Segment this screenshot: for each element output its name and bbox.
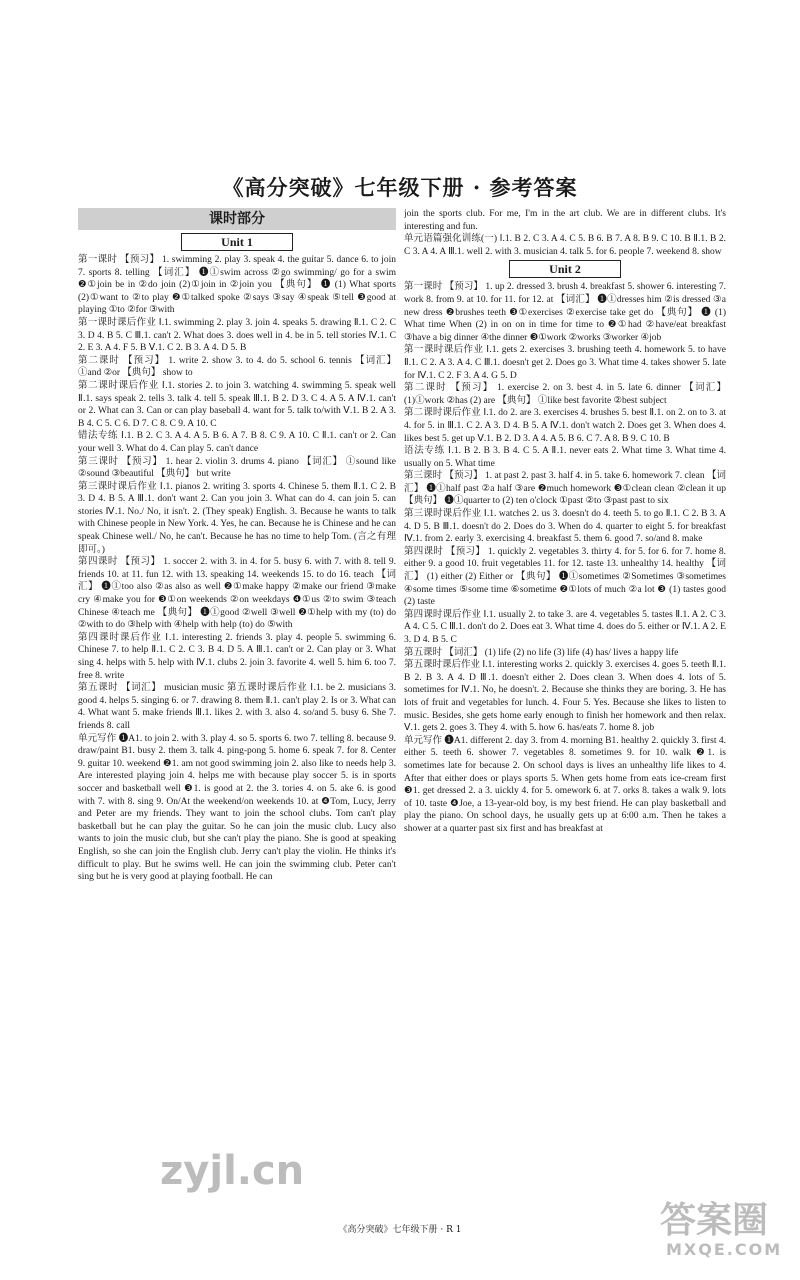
answer-paragraph: 第二课时课后作业 Ⅰ.1. stories 2. to join 3. watching 4. swimming 5. speak well Ⅱ.1. says speak 2. tells 3. talk 4. tell 5. speak Ⅲ.1. B 2. D 3. C 4. A 5. A Ⅳ.1. can't or 2. What can 3. Can or can play baseball 4. want for 5. talk to/with Ⅴ.1. B 2. A 3. B 4. C 5. C 6. D 7. C 8. C 9. A 10. C xyxy=(78,380,396,429)
right-column xyxy=(404,208,726,1238)
answer-paragraph: 第二课时 【预习】 1. write 2. show 3. to 4. do 5. school 6. tennis 【词汇】 ①and ②or 【典句】 show to xyxy=(78,355,396,379)
answer-paragraph: 第四课时 【预习】 1. soccer 2. with 3. in 4. for 5. busy 6. with 7. with 8. tell 9. friends 10. at 11. fun 12. with 13. speaking 14. weekends 15. to do 16. teach 【词汇】 ❶①too also ②as also as well ❷①make happy ②make our friend ③make cry ④make you for ❸①on weekends ②on weekdays ❹①us ②to swim ③teach Chinese ④teach me 【典句】 ❶①good ②well ③well ❷①help with my (to) do ②with to do ③help with ④help with help (to) do ⑤with xyxy=(78,557,396,631)
answer-paragraph: 语法专练 Ⅰ.1. B 2. B 3. B 4. C 5. A Ⅱ.1. never eats 2. What time 3. What time 4. usually on 5. What time xyxy=(404,446,726,469)
section-header: 课时部分 xyxy=(78,208,396,230)
answer-paragraph: 第二课时 【预习】 1. exercise 2. on 3. best 4. in 5. late 6. dinner 【词汇】 (1)①work ②has (2) are 【典句】 ①like best favorite ②best subject xyxy=(404,383,726,406)
answer-paragraph: 单元写作 ❶A1. different 2. day 3. from 4. morning B1. healthy 2. quickly 3. first 4. either 5. teeth 6. shower 7. vegetables 8. sometimes 9. for 10. walk ❷1. is sometimes late for because 2. On school days is lives an unhealthy life likes to 4. After that either does or plays sports 5. When gets home from eats ice-cream first ❸1. get dressed 2. a 3. uickly 4. for 5. omework 6. at 7. orks 8. takes a walk 9. lots of 10. taste ❹Joe, a 13-year-old boy, is my best friend. He can play basketball and play the piano. On school days, he usually gets up at 6:00 a.m. Then he takes a shower at a quarter past six first and has breakfast at xyxy=(404,735,726,834)
watermark-daanquan: 答案圈 xyxy=(660,1200,769,1241)
answer-paragraph: 错法专练 Ⅰ.1. B 2. C 3. A 4. A 5. B 6. A 7. B 8. C 9. A 10. C Ⅱ.1. can't or 2. Can your well 3. What do 4. Can play 5. can't dance xyxy=(78,431,396,454)
answer-paragraph: 第一课时课后作业 Ⅰ.1. gets 2. exercises 3. brushing teeth 4. homework 5. to have Ⅱ.1. C 2. A 3. A 4. C Ⅲ.1. doesn't get 2. Does go 3. What time 4. takes shower 5. late for Ⅳ.1. C 2. F 3. A 4. G 5. D xyxy=(404,345,726,381)
answer-paragraph: 第三课时 【预习】 1. hear 2. violin 3. drums 4. piano 【词汇】 ①sound like ②sound ③beautiful 【典句】 but write xyxy=(78,456,396,480)
answer-paragraph: 第一课时 【预习】 1. swimming 2. play 3. speak 4. the guitar 5. dance 6. to join 7. sports 8. telling 【词汇】 ❶①swim across ②go swimming/ go for a swim ❷①join be in ②do join (2)①join in ②join you 【典句】 ❶ (1) What sports (2)①want to ②to play ❷①talked spoke ②says ③say ④speak ⑤tell ❸good at playing ①to ②for ③with xyxy=(78,255,396,316)
answer-paragraph: 第三课时 【预习】 1. at past 2. past 3. half 4. in 5. take 6. homework 7. clean 【词汇】 ❶①half past ②a half ③are ❷much homework ❸①clean clean ②clean it up 【典句】 ❶①quarter to (2) ten o'clock ①past ②to ③past past to six xyxy=(404,471,726,507)
answer-paragraph: 第五课时课后作业 Ⅰ.1. interesting works 2. quickly 3. exercises 4. goes 5. teeth Ⅱ.1. B 2. B 3. A 4. D Ⅲ.1. doesn't either 2. Does clean 3. When does 4. lots of 5. sometimes for Ⅳ.1. No, he doesn't. 2. Because she thinks they are boring. 3. He has lots of fruit and vegetables for lunch. 4. Four 5. Yes. Because she likes to listen to music. Besides, she gets home early enough to finish her homework and then relax. Ⅴ.1. gets 2. goes 3. They 4. with 5. how 6. has/eats 7. home 8. job xyxy=(404,660,726,734)
answer-paragraph: 第四课时 【预习】 1. quickly 2. vegetables 3. thirty 4. for 5. for 6. for 7. home 8. either 9. a good 10. fruit vegetables 11. for 12. taste 13. unhealthy 14. healthy 【词汇】 (1) either (2) Either or 【典句】 ❶①sometimes ②Sometimes ③sometimes ④some times ⑤some time ⑥sometime ❷①lots of much ②a lot ❸ (1) tastes good (2) taste xyxy=(404,546,726,608)
answer-paragraph: 第三课时课后作业 Ⅰ.1. watches 2. us 3. doesn't do 4. teeth 5. to go Ⅱ.1. C 2. B 3. A 4. D 5. B Ⅲ.1. doesn't do 2. Does do 3. When do 4. quarter to eight 5. for breakfast Ⅳ.1. from 2. early 3. exercising 4. breakfast 5. them 6. good 7. so/and 8. make xyxy=(404,509,726,545)
watermark-mxqe-url: MXQE.COM xyxy=(666,1240,783,1259)
answer-paragraph: 第一课时课后作业 Ⅰ.1. swimming 2. play 3. join 4. speaks 5. drawing Ⅱ.1. C 2. C 3. D 4. B 5. C Ⅲ.1. can't 2. What does 3. does well in 4. be in 5. tell stories Ⅳ.1. C 2. E 3. A 4. F 5. B Ⅴ.1. C 2. B 3. A 4. D 5. B xyxy=(78,317,396,354)
answer-paragraph: 单元语篇强化训练(一) Ⅰ.1. B 2. C 3. A 4. C 5. B 6. B 7. A 8. B 9. C 10. B Ⅱ.1. B 2. C 3. A 4. A Ⅲ.1. well 2. with 3. musician 4. talk 5. for 6. people 7. weekend 8. show xyxy=(404,234,726,257)
answer-paragraph: join the sports club. For me, I'm in the art club. We are in different clubs. It's interesting and fun. xyxy=(404,209,726,232)
page-footer: 《高分突破》七年级下册 · R 1 xyxy=(338,1225,462,1235)
watermark-zyjl: zyjl.cn xyxy=(160,1148,305,1194)
answer-paragraph: 第五课时 【词汇】 (1) life (2) no life (3) life (4) has/ lives a happy life xyxy=(404,647,679,658)
page-title: 《高分突破》七年级下册 · 参考答案 xyxy=(222,175,578,200)
answer-paragraph: 第五课时 【词汇】 musician music 第五课时课后作业 Ⅰ.1. be 2. musicians 3. good 4. helps 5. singing 6. or 7. drawing 8. them Ⅱ.1. can't play 2. Is or 3. What can 4. What want 5. make friends Ⅲ.1. likes 2. with 3. also 4. so/and 5. busy 6. She 7. friends 8. call xyxy=(78,683,396,731)
answer-paragraph: 第一课时 【预习】 1. up 2. dressed 3. brush 4. breakfast 5. shower 6. interesting 7. work 8. from 9. at 10. for 11. for 12. at 【词汇】 ❶①dresses him ②is dressed ③a new dress ❷brushes teeth ❸①exercises ②exercise take get do 【典句】 ❶ (1) What time When (2) in on on in time for time to ❷①had ②have/eat breakfast ③have a big dinner ④the dinner ❸①work ②works ③worker ④job xyxy=(404,282,726,343)
answer-paragraph: 第四课时课后作业 Ⅰ.1. interesting 2. friends 3. play 4. people 5. swimming 6. Chinese 7. to help Ⅱ.1. C 2. C 3. B 4. D 5. A Ⅲ.1. can't or 2. Can play or 3. What sing 4. helps with 5. help with Ⅳ.1. clubs 2. join 3. favorite 4. well 5. him 6. too 7. free 8. write xyxy=(78,632,396,681)
unit-2-heading: Unit 2 xyxy=(509,260,621,278)
answer-paragraph: 第四课时课后作业 Ⅰ.1. usually 2. to take 3. are 4. vegetables 5. tastes Ⅱ.1. A 2. C 3. A 4. C 5. C Ⅲ.1. don't do 2. Does eat 3. What time 4. does do 5. either or Ⅳ.1. A 2. E 3. D 4. B 5. C xyxy=(404,609,726,645)
answer-paragraph: 第三课时课后作业 Ⅰ.1. pianos 2. writing 3. sports 4. Chinese 5. them Ⅱ.1. C 2. B 3. D 4. B 5. A Ⅲ.1. don't want 2. Can you join 3. What can do 4. can join 5. can stories Ⅳ.1. No./ No, it isn't. 2. (They speak) English. 3. Because he wants to talk with Chinese people in New York. 4. Yes, he can. Because he is Chinese and he can speak Chinese well./ No, he can't. Because he has no time to help Tom. (言之有理即可。) xyxy=(78,481,396,555)
answer-paragraph: 第二课时课后作业 Ⅰ.1. do 2. are 3. exercises 4. brushes 5. best Ⅱ.1. on 2. on to 3. at 4. for 5. in Ⅲ.1. C 2. A 3. D 4. B 5. A Ⅳ.1. don't watch 2. Does get 3. When does 4. likes best 5. get up Ⅴ.1. B 2. D 3. A 4. A 5. B 6. C 7. A 8. B 9. C 10. B xyxy=(404,408,726,444)
unit-1-heading: Unit 1 xyxy=(181,233,293,251)
answer-paragraph: 单元写作 ❶A1. to join 2. with 3. play 4. so 5. sports 6. two 7. telling 8. because 9. draw/paint B1. busy 2. them 3. talk 4. ping-pong 5. home 6. speak 7. for 8. Center 9. guitar 10. weekend ❷1. am not good swimming join 2. also like to needs help 3. Are interested playing join 4. helps me with because play soccer 5. is in sports soccer and basketball well ❸1. is good at 2. the 3. tories 4. on 5. ake 6. is good with 7. with 8. sing 9. On/At the weekend/on weekends 10. at ❹Tom, Lucy, Jerry and Peter are my friends. They want to join the school clubs. Tom can't play basketball but he can play the guitar. So he can join the music club. Lucy also wants to join the music club, but she can't play the piano. She is good at speaking English, so she can join the English club. Jerry can't play the violin. He thinks it's difficult to play. But he swims well. He can join the swimming club. Peter can't sing but he is very good at playing football. He can xyxy=(78,733,396,883)
left-column xyxy=(78,208,396,1238)
